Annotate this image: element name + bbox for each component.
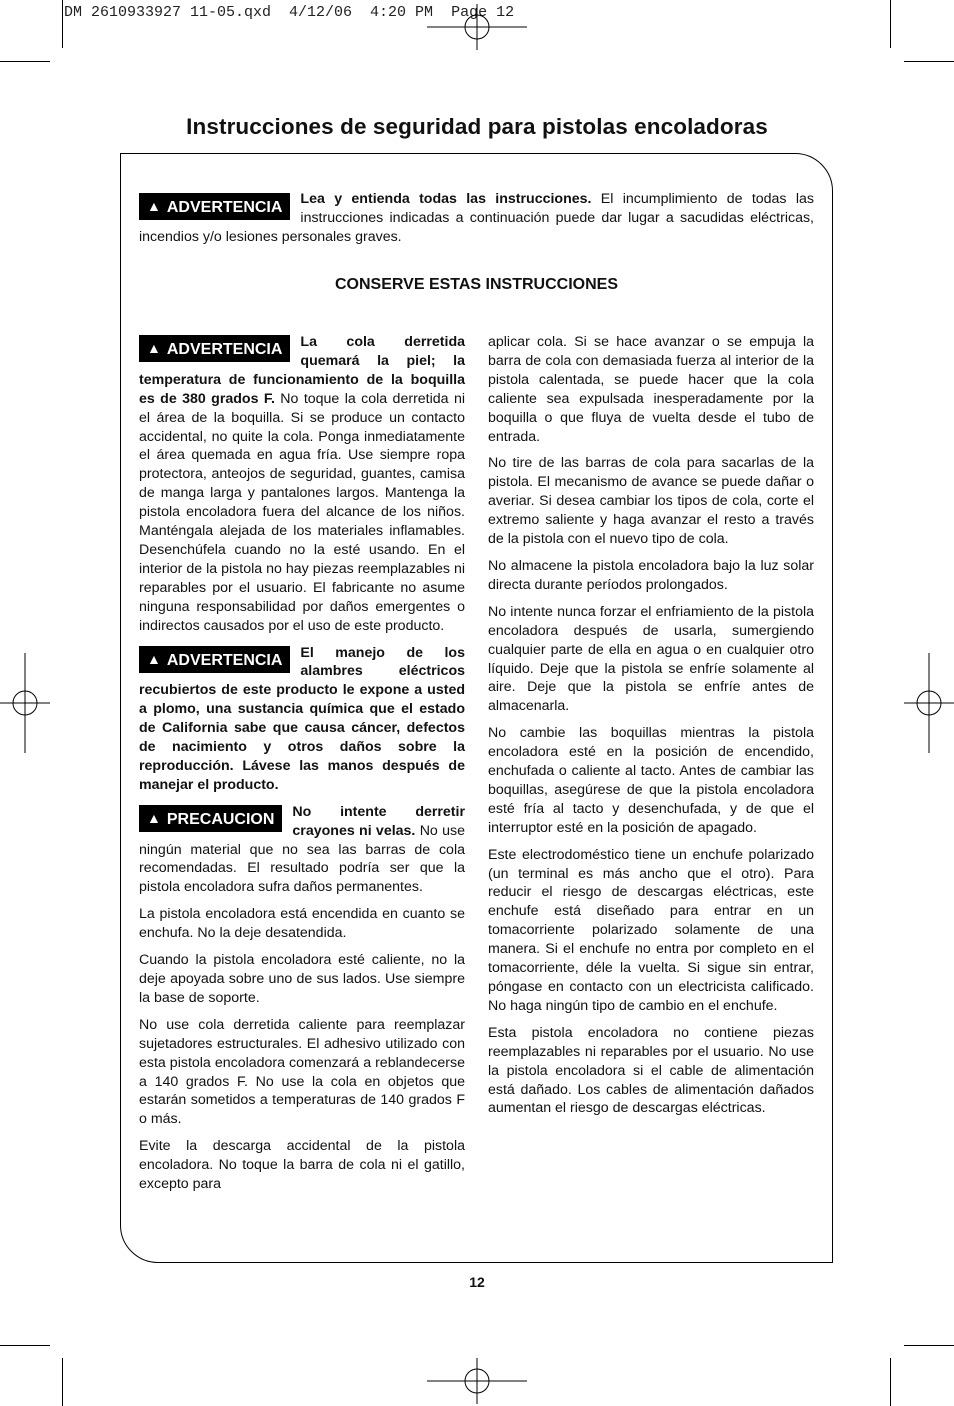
warning-icon: ▲ (147, 198, 161, 214)
print-slug: DM 2610933927 11-05.qxd 4/12/06 4:20 PM Page 12 (64, 4, 515, 21)
warning-lead: ▲ ADVERTENCIA El manejo de los alambres eléctricos recubiertos de este producto le expone a usted a plomo, una sustancia química que el estado de California sabe que causa cáncer, defectos de nacimiento y otros daños sobre la reproducción. Lávese las manos después de manejar el producto. (139, 644, 465, 793)
crop-mark (62, 1358, 63, 1406)
caution-badge: ▲ PRECAUCION (139, 805, 282, 832)
paragraph: No intente nunca forzar el enfriamiento de la pistola encoladora después de usarla, sumergiendo cualquier parte de ella en agua o en cualquier otro líquido. Deje que la pistola se enfríe solamente al aire. Deje que la pistola se enfríe antes de almacenarla. (488, 603, 814, 715)
crop-mark (0, 1345, 50, 1346)
crop-mark (904, 61, 954, 62)
paragraph: No tire de las barras de cola para sacarlas de la pistola. El mecanismo de avance se puede dañar o averiar. Si desea cambiar los tipos de cola, corte el extremo saliente y haga avanzar el resto a través de la pistola con el nuevo tipo de cola. (488, 455, 814, 548)
warning-icon: ▲ (147, 809, 161, 826)
right-column (488, 333, 814, 1126)
warning-icon: ▲ (147, 650, 161, 667)
registration-mark-bottom (427, 1358, 527, 1404)
crop-mark (890, 0, 891, 48)
warning-badge: ▲ ADVERTENCIA (139, 193, 290, 220)
paragraph: No use cola derretida caliente para reemplazar sujetadores estructurales. El adhesivo utilizado con esta pistola encoladora comenzará a reblandecerse a 140 grados F. No use la cola en objetos que estarán sometidos a temperaturas de 140 grados F o más. (139, 1016, 465, 1128)
warning-badge: ▲ ADVERTENCIA (139, 335, 290, 362)
warning-badge: ▲ ADVERTENCIA (139, 646, 290, 673)
paragraph: No cambie las boquillas mientras la pistola encoladora esté en la posición de encendido, enchufada o caliente al tacto. Antes de cambiar las boquillas, asegúrese de que la pistola encoladora esté fría al tacto y desenchufada, y de que el interruptor esté en la posición de apagado. (488, 725, 814, 836)
registration-mark-top (427, 4, 527, 50)
section-heading: CONSERVE ESTAS INSTRUCCIONES (334, 276, 618, 293)
crop-mark (890, 1358, 891, 1406)
paragraph: No almacene la pistola encoladora bajo la luz solar directa durante períodos prolongados. (488, 557, 814, 593)
crop-mark (0, 61, 50, 62)
crop-mark (904, 1345, 954, 1346)
paragraph: Este electrodoméstico tiene un enchufe polarizado (un terminal es más ancho que el otro). Para reducir el riesgo de descargas eléctricas, este enchufe está diseñado para entrar en un tomacorriente polarizado solamente de una manera. Si el enchufe no entra por completo en el tomacorriente, déle la vuelta. Si sigue sin entrar, póngase en contacto con un electricista calificado. No haga ningún tipo de cambio en el enchufe. (488, 846, 814, 1014)
page-title: Instrucciones de seguridad para pistolas encoladoras (186, 114, 768, 139)
paragraph: aplicar cola. Si se hace avanzar o se empuja la barra de cola con demasiada fuerza al interior de la pistola calentada, se puede hacer que la cola caliente sea expulsada inesperadamente por la boquilla o que fluya de vuelta desde el tubo de entrada. (488, 334, 814, 445)
paragraph: La pistola encoladora está encendida en cuanto se enchufa. No la deje desatendida. (139, 906, 465, 942)
registration-mark-left (0, 653, 50, 753)
page-number: 12 (469, 1274, 485, 1290)
paragraph: Evite la descarga accidental de la pistola encoladora. No toque la barra de cola ni el gatillo, excepto para (139, 1138, 465, 1193)
registration-mark-right (904, 653, 954, 753)
warning-icon: ▲ (147, 340, 161, 356)
intro-warning: ▲ ADVERTENCIA Lea y entienda todas las instrucciones. El incumplimiento de todas las instrucciones indicadas a continuación puede dar lugar a sacudidas eléctricas, incendios y/o lesiones personales graves. (139, 191, 814, 245)
crop-mark (62, 0, 63, 48)
paragraph: Esta pistola encoladora no contiene piezas reemplazables ni reparables por el usuario. No use la pistola encoladora si el cable de alimentación está dañado. Los cables de alimentación dañados aumentan el riesgo de descargas eléctricas. (488, 1024, 814, 1117)
left-column (139, 333, 465, 1202)
paragraph: Cuando la pistola encoladora esté caliente, no la deje apoyada sobre uno de sus lados. Use siempre la base de soporte. (139, 952, 465, 1006)
warning-burn: ▲ ADVERTENCIA La cola derretida quemará la piel; la temperatura de funcionamiento de la boquilla es de 380 grados F. No toque la cola derretida ni el área de la boquilla. Si se produce un contacto accidental, no quite la cola. Ponga inmediatamente el área quemada en agua fría. Use siempre ropa protectora, anteojos de seguridad, guantes, camisa de manga larga y pantalones largos. Mantenga la pistola encoladora fuera del alcance de los niños. Manténgala alejada de los materiales inflamables. Desenchúfela cuando no la esté usando. En el interior de la pistola no hay piezas reemplazables ni reparables por el usuario. El fabricante no asume ninguna responsabilidad por daños emergentes o indirectos causados por el uso de este producto. (139, 334, 465, 634)
caution-crayons: ▲ PRECAUCION No intente derretir crayones ni velas. No use ningún material que no sea las barras de cola recomendadas. El resultado podría ser que la pistola encoladora sufra daños permanentes. (139, 803, 465, 896)
